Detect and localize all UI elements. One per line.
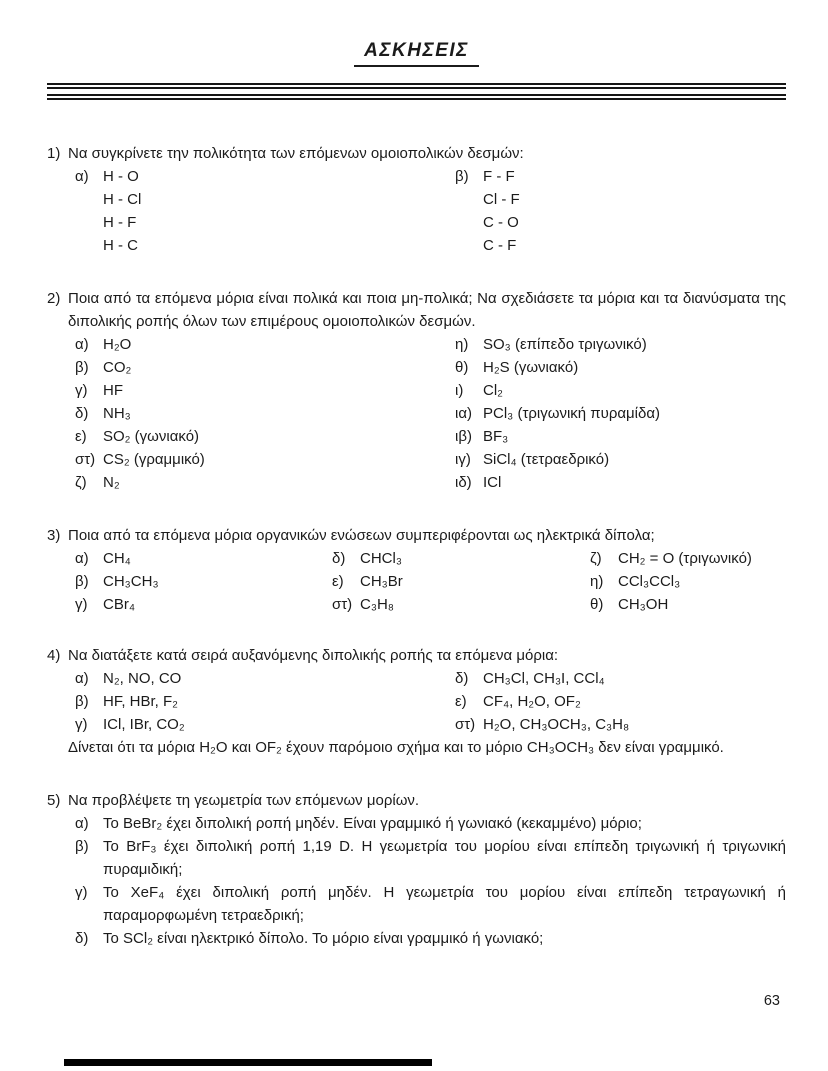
list-item [75, 570, 332, 593]
item-text: HF [103, 382, 123, 399]
item-label: ζ) [590, 550, 602, 567]
list-item [455, 211, 786, 234]
item-label [455, 188, 483, 211]
double-rule [47, 83, 786, 100]
exercise-list [75, 333, 786, 494]
exercise-prompt: Να συγκρίνετε την πολικότητα των επόμενων ομοιοπολικών δεσμών: [68, 145, 524, 162]
item-label: στ) [332, 596, 353, 613]
exercise-3 [47, 524, 786, 616]
item-label: δ) [75, 405, 89, 422]
item-text: CH₂ = O (τριγωνικό) [618, 550, 752, 567]
exercise-number: 5) [47, 792, 61, 809]
rule-line [47, 98, 786, 100]
list-item [75, 593, 332, 616]
list-item [75, 713, 455, 736]
exercise-5 [47, 789, 786, 950]
exercise-body [68, 524, 786, 616]
exercise-prompt: Ποια από τα επόμενα μόρια είναι πολικά και ποια μη-πολικά; Να σχεδιάσετε τα μόρια και τα διανύσματα της διπολικής ροπής όλων των επιμέρους ομοιοπολικών δεσμών. [68, 290, 786, 330]
item-text: SiCl₄ (τετραεδρικό) [483, 451, 610, 468]
list-column-2 [332, 547, 590, 616]
list-item [455, 425, 786, 448]
list-column-left [75, 667, 455, 736]
item-text: BF₃ [483, 428, 509, 445]
list-item [455, 188, 786, 211]
list-column-left [75, 165, 455, 257]
item-label: θ) [590, 596, 604, 613]
list-column-right [455, 667, 786, 736]
list-column-right [455, 333, 786, 494]
item-text: CHCl₃ [360, 550, 402, 567]
item-label: β) [75, 693, 89, 710]
list-column-1 [75, 547, 332, 616]
list-item [455, 713, 786, 736]
item-text: HF, HBr, F₂ [103, 693, 178, 710]
list-item [332, 570, 590, 593]
item-text: SO₃ (επίπεδο τριγωνικό) [483, 336, 647, 353]
item-text: N₂, NO, CO [103, 670, 182, 687]
item-label: ζ) [75, 474, 87, 491]
item-text: CO₂ [103, 359, 132, 376]
item-label: ι) [455, 382, 464, 399]
list-item [75, 402, 455, 425]
item-label: ιδ) [455, 474, 472, 491]
item-text: Το XeF₄ έχει διπολική ροπή μηδέν. Η γεωμετρία του μορίου είναι επίπεδη τετραγωνική ή παραμορφωμένη τετραεδρική; [103, 884, 786, 924]
list-item [75, 425, 455, 448]
item-text: H - F [103, 214, 137, 231]
list-item [75, 881, 786, 927]
exercise-prompt: Ποια από τα επόμενα μόρια οργανικών ενώσεων συμπεριφέρονται ως ηλεκτρικά δίπολα; [68, 527, 655, 544]
list-item [75, 234, 455, 257]
list-column-3 [590, 547, 786, 616]
item-label [75, 188, 103, 211]
exercise-1 [47, 142, 786, 257]
item-label: β) [75, 573, 89, 590]
rule-line [47, 87, 786, 89]
item-label [455, 234, 483, 257]
item-text: Το BrF₃ έχει διπολική ροπή 1,19 D. Η γεωμετρία του μορίου είναι επίπεδη τριγωνική ή τριγωνική πυραμιδική; [103, 838, 786, 878]
list-item [590, 570, 786, 593]
page-number: 63 [763, 993, 780, 1009]
item-text: CS₂ (γραμμικό) [103, 451, 205, 468]
list-item [75, 211, 455, 234]
item-text: SO₂ (γωνιακό) [103, 428, 200, 445]
item-text: H - O [103, 168, 139, 185]
item-label: ε) [455, 693, 467, 710]
list-item [455, 356, 786, 379]
exercise-list [75, 667, 786, 736]
item-text: F - F [483, 168, 515, 185]
page-title: ΑΣΚΗΣΕΙΣ [354, 40, 479, 67]
list-item [75, 812, 786, 835]
item-label: δ) [75, 930, 89, 947]
item-label [75, 234, 103, 257]
list-column-left [75, 333, 455, 494]
list-item [332, 593, 590, 616]
item-label [75, 211, 103, 234]
item-label: β) [75, 359, 89, 376]
list-item [455, 448, 786, 471]
list-column-right [455, 165, 786, 257]
list-item [75, 547, 332, 570]
list-item [75, 667, 455, 690]
list-item [75, 188, 455, 211]
list-item [455, 333, 786, 356]
item-label: ιγ) [455, 451, 471, 468]
exercise-number: 2) [47, 290, 61, 307]
item-label: η) [590, 573, 604, 590]
exercise-number: 1) [47, 145, 61, 162]
list-item [455, 471, 786, 494]
item-label: ιβ) [455, 428, 472, 445]
list-item [75, 927, 786, 950]
item-label: στ) [75, 451, 96, 468]
list-item [455, 667, 786, 690]
item-text: H - C [103, 237, 138, 254]
scan-artifact-bar [64, 1059, 432, 1066]
item-label: α) [75, 336, 89, 353]
item-text: N₂ [103, 474, 120, 491]
item-text: ICl, IBr, CO₂ [103, 716, 185, 733]
item-label: α) [75, 815, 89, 832]
item-text: H₂O, CH₃OCH₃, C₃H₈ [483, 716, 630, 733]
exercise-body [68, 644, 786, 759]
item-text: CBr₄ [103, 596, 135, 613]
item-text: Cl₂ [483, 382, 503, 399]
item-label: α) [75, 550, 89, 567]
exercise-note: Δίνεται ότι τα μόρια H₂O και OF₂ έχουν παρόμοιο σχήμα και το μόριο CH₃OCH₃ δεν είναι γραμμικό. [68, 739, 724, 756]
exercise-number: 4) [47, 647, 61, 664]
item-label: α) [75, 168, 89, 185]
item-label: β) [75, 838, 89, 855]
list-item [75, 333, 455, 356]
item-text: C - F [483, 237, 517, 254]
item-label: δ) [332, 550, 346, 567]
exercise-list [75, 547, 786, 616]
list-item [455, 379, 786, 402]
item-text: H - Cl [103, 191, 142, 208]
item-text: CH₄ [103, 550, 131, 567]
item-label: ε) [75, 428, 87, 445]
list-item [75, 690, 455, 713]
item-label: γ) [75, 382, 88, 399]
item-text: CCl₃CCl₃ [618, 573, 681, 590]
item-text: CH₃Br [360, 573, 403, 590]
title-wrap [47, 40, 786, 67]
list-item [455, 690, 786, 713]
exercise-prompt: Να προβλέψετε τη γεωμετρία των επόμενων μορίων. [68, 792, 420, 809]
item-text: C - O [483, 214, 519, 231]
item-text: CF₄, H₂O, OF₂ [483, 693, 581, 710]
exercise-body [68, 142, 786, 257]
item-text: NH₃ [103, 405, 131, 422]
item-label: θ) [455, 359, 469, 376]
exercise-list [75, 165, 786, 257]
exercise-prompt: Να διατάξετε κατά σειρά αυξανόμενης διπολικής ροπής τα επόμενα μόρια: [68, 647, 559, 664]
item-text: H₂O [103, 336, 132, 353]
item-text: Το BeBr₂ έχει διπολική ροπή μηδέν. Είναι γραμμικό ή γωνιακό (κεκαμμένο) μόριο; [103, 815, 642, 832]
item-label: γ) [75, 596, 88, 613]
item-label: α) [75, 670, 89, 687]
list-item [590, 547, 786, 570]
item-text: Cl - F [483, 191, 520, 208]
list-item [75, 379, 455, 402]
item-label: γ) [75, 884, 88, 901]
item-label [455, 211, 483, 234]
exercise-list [75, 812, 786, 950]
item-label: β) [455, 168, 469, 185]
list-item [75, 835, 786, 881]
list-item [75, 448, 455, 471]
list-item [75, 356, 455, 379]
list-item [590, 593, 786, 616]
rule-line [47, 94, 786, 96]
item-label: η) [455, 336, 469, 353]
item-text: Το SCl₂ είναι ηλεκτρικό δίπολο. Το μόριο είναι γραμμικό ή γωνιακό; [103, 930, 544, 947]
item-label: στ) [455, 716, 476, 733]
item-text: CH₃Cl, CH₃I, CCl₄ [483, 670, 605, 687]
item-text: PCl₃ (τριγωνική πυραμίδα) [483, 405, 661, 422]
item-text: ICl [483, 474, 502, 491]
item-text: CH₃OH [618, 596, 669, 613]
list-item [75, 165, 455, 188]
exercise-2 [47, 287, 786, 494]
item-label: ε) [332, 573, 344, 590]
exercise-number: 3) [47, 527, 61, 544]
item-label: ια) [455, 405, 472, 422]
item-label: γ) [75, 716, 88, 733]
list-item [332, 547, 590, 570]
list-item [455, 402, 786, 425]
item-text: CH₃CH₃ [103, 573, 159, 590]
rule-line [47, 83, 786, 85]
list-item [455, 165, 786, 188]
item-text: C₃H₈ [360, 596, 394, 613]
list-item [455, 234, 786, 257]
exercise-4 [47, 644, 786, 759]
list-item [75, 471, 455, 494]
exercise-body [68, 287, 786, 494]
item-label: δ) [455, 670, 469, 687]
exercise-body [68, 789, 786, 950]
item-text: H₂S (γωνιακό) [483, 359, 579, 376]
